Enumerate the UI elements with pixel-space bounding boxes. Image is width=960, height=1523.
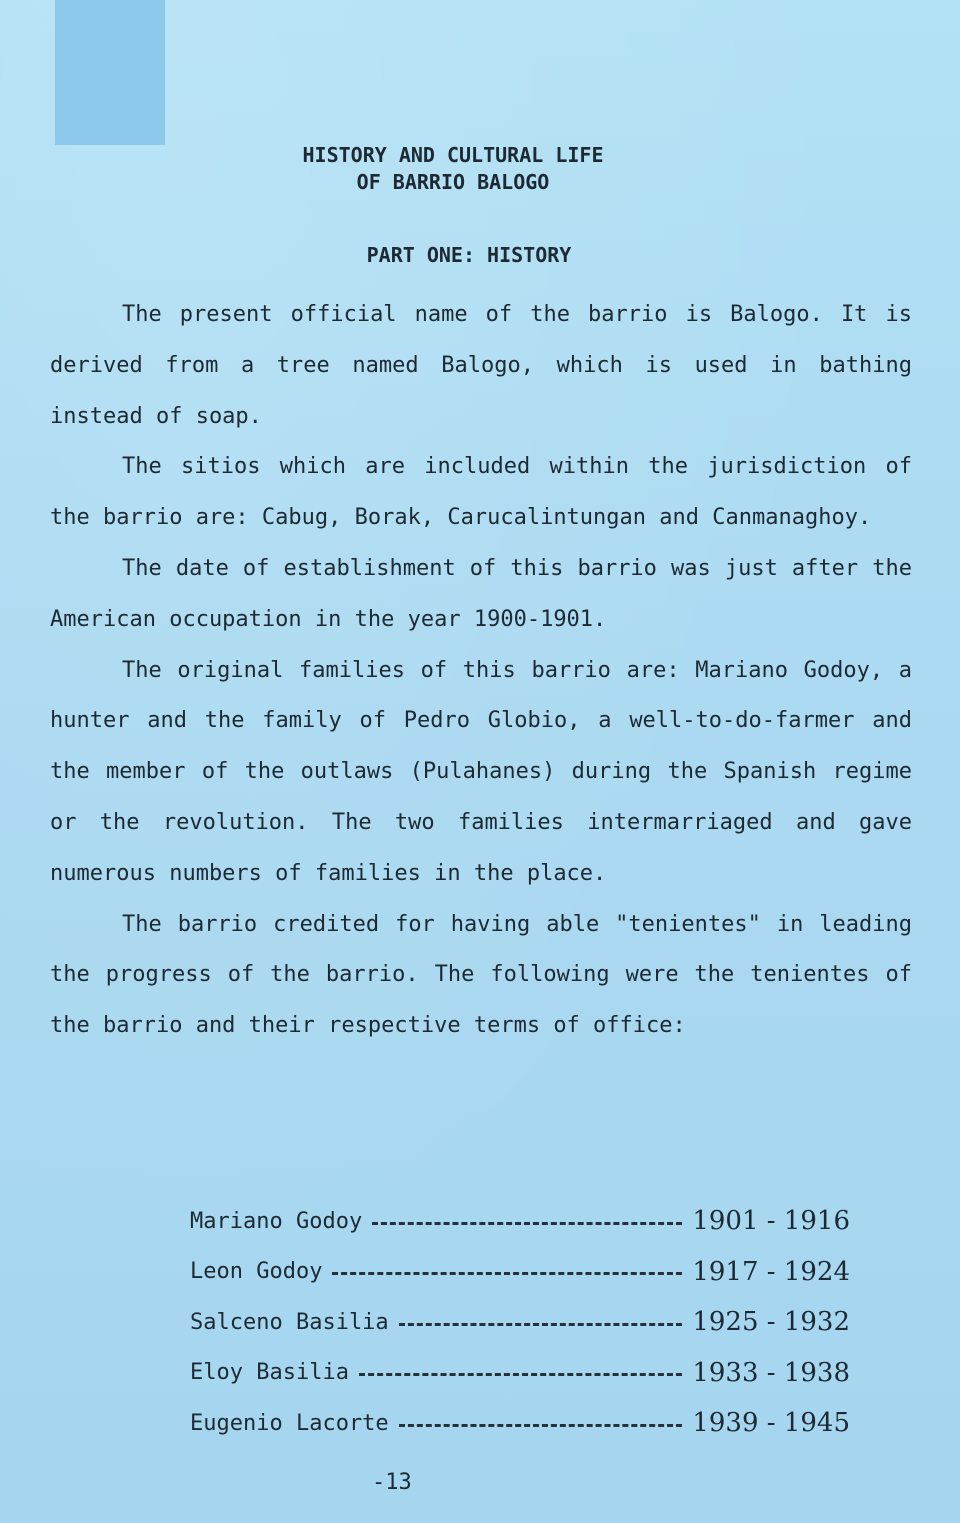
title-line-2: OF BARRIO BALOGO	[356, 170, 550, 194]
list-item	[190, 1297, 850, 1348]
teniente-name: Leon Godoy	[190, 1259, 323, 1285]
term-years: 1939 - 1945	[692, 1408, 850, 1439]
leader-dashes	[399, 1323, 683, 1326]
term-years: 1933 - 1938	[692, 1357, 850, 1388]
leader-dashes	[332, 1272, 682, 1275]
leader-dashes	[359, 1373, 682, 1376]
list-item	[190, 1398, 850, 1449]
list-item	[190, 1348, 850, 1399]
term-years: 1917 - 1924	[692, 1256, 850, 1287]
leader-dashes	[399, 1424, 683, 1427]
paragraph-establishment: The date of establishment of this barrio was just after the American occupation in the year 1900-1901.	[50, 555, 912, 632]
teniente-name: Eugenio Lacorte	[190, 1410, 389, 1436]
leader-dashes	[372, 1222, 682, 1225]
paragraph-families: The original families of this barrio are: Mariano Godoy, a hunter and the family of Pedro Globio, a well-to-do-farmer and the member of the outlaws (Pulahanes) during the Spanish regime or the revolution. The two families intermarriaged and gave numerous numbers of families in the place.	[50, 657, 912, 886]
tenientes-list	[190, 1196, 850, 1449]
paragraph-tenientes: The barrio credited for having able "tenientes" in leading the progress of the barrio. The following were the tenientes of the barrio and their respective terms of office:	[50, 911, 912, 1039]
title-line-1: HISTORY AND CULTURAL LIFE	[302, 143, 604, 167]
teniente-name: Eloy Basilia	[190, 1360, 349, 1386]
document-title	[0, 142, 906, 196]
paragraph-name: The present official name of the barrio is Balogo. It is derived from a tree named Balogo, which is used in bathing instead of soap.	[50, 302, 912, 429]
paragraph-sitios: The sitios which are included within the jurisdiction of the barrio are: Cabug, Borak, Carucalintungan and Canmanaghoy.	[50, 454, 912, 531]
document-body	[50, 290, 912, 1052]
teniente-name: Salceno Basilia	[190, 1309, 389, 1335]
list-item	[190, 1196, 850, 1247]
term-years: 1901 - 1916	[692, 1206, 850, 1237]
teniente-name: Mariano Godoy	[190, 1208, 363, 1234]
corner-tab	[55, 0, 165, 145]
part-heading: PART ONE: HISTORY	[366, 243, 572, 267]
list-item	[190, 1247, 850, 1298]
page-number: -13	[372, 1470, 412, 1495]
term-years: 1925 - 1932	[692, 1307, 850, 1338]
